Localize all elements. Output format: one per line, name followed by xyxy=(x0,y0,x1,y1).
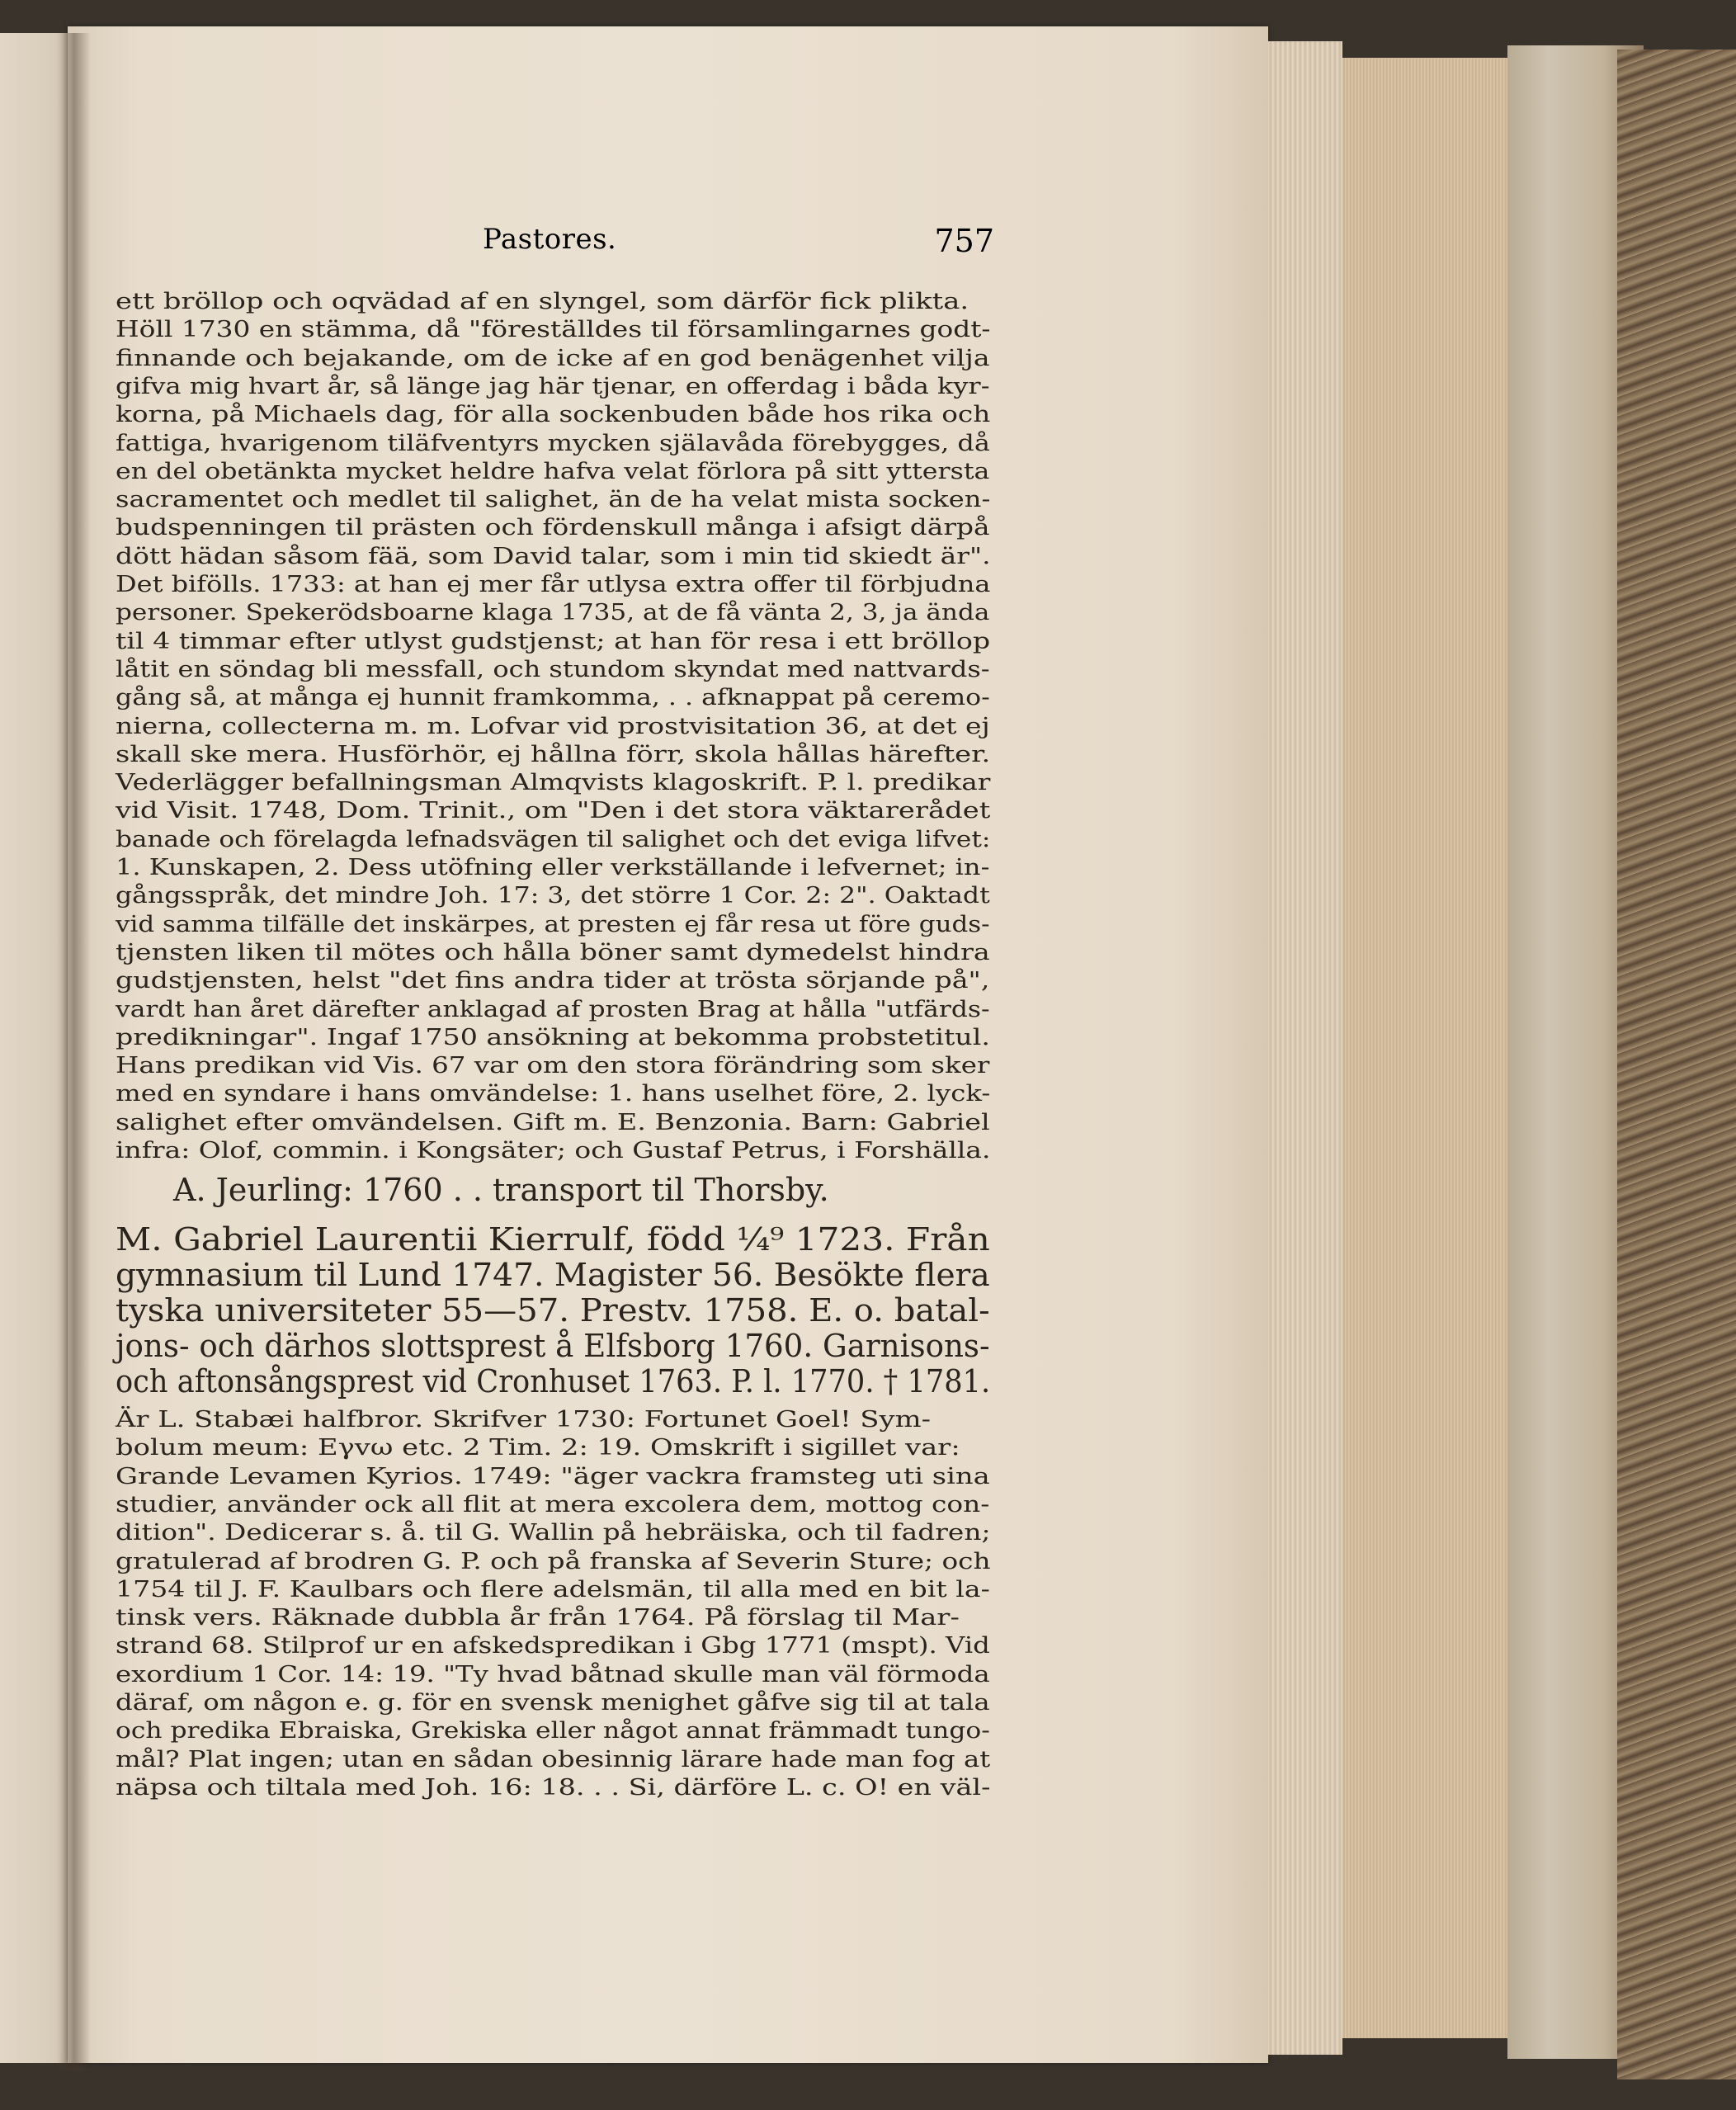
text-line: 1754 til J. F. Kaulbars och flere adelsmän, til alla med en bit la- xyxy=(116,1576,990,1603)
text-line: banade och förelagda lefnadsvägen til salighet och det eviga lifvet: xyxy=(116,826,991,852)
text-line: 1. Kunskapen, 2. Dess utöfning eller verkställande i lefvernet; in- xyxy=(116,855,990,880)
text-line: studier, använder ock all flit at mera excolera dem, mottog con- xyxy=(116,1491,990,1518)
running-head: Pastores. xyxy=(483,223,617,256)
text-line: ett bröllop och oqvädad af en slyngel, som därför fick plikta. xyxy=(116,289,969,314)
text-line: tjensten liken til mötes och hålla böner samt dymedelst hindra xyxy=(116,939,990,965)
text-line: gratulerad af brodren G. P. och på franska af Severin Sture; och xyxy=(116,1548,991,1574)
page-header xyxy=(483,223,994,264)
text-line: fattiga, hvarigenom tiläfventyrs mycken själavåda förebygges, då xyxy=(116,430,990,456)
text-line: däraf, om någon e. g. för en svensk menighet gåfve sig til at tala xyxy=(116,1690,990,1716)
page-number: 757 xyxy=(934,223,994,259)
text-line: och predika Ebraiska, Grekiska eller något annat främmadt tungo- xyxy=(116,1718,990,1744)
text-line: exordium 1 Cor. 14: 19. "Ty hvad båtnad skulle man väl förmoda xyxy=(116,1661,990,1688)
text-line: en del obetänkta mycket heldre hafva velat förlora på sitt yttersta xyxy=(116,458,990,484)
text-line: budspenningen til prästen och fördenskull många i afsigt därpå xyxy=(116,515,990,541)
text-line: tinsk vers. Räknade dubbla år från 1764. På förslag til Mar- xyxy=(116,1605,960,1631)
text-line: Höll 1730 en stämma, då "föreställdes til församlingarnes godt- xyxy=(116,317,991,343)
book-gutter xyxy=(58,33,91,2071)
text-line: Vederlägger befallningsman Almqvists klagoskrift. P. l. predikar xyxy=(116,770,991,796)
text-line: gifva mig hvart år, så länge jag här tjenar, en offerdag i båda kyr- xyxy=(116,373,990,399)
text-line: finnande och bejakande, om de icke af en god benägenhet vilja xyxy=(116,345,990,371)
text-line: sacramentet och medlet til salighet, än de ha velat mista socken- xyxy=(116,487,991,513)
text-line: näpsa och tiltala med Joh. 16: 18. . . Si, därföre L. c. O! en väl- xyxy=(116,1774,991,1801)
text-line: och aftonsångsprest vid Cronhuset 1763. P. l. 1770. † 1781. xyxy=(116,1363,991,1400)
text-line: dött hädan såsom fää, som David talar, som i min tid skiedt är". xyxy=(116,543,991,569)
text-line: vardt han året därefter anklagad af prosten Brag at hålla "utfärds- xyxy=(116,996,990,1022)
text-line: tyska universiteter 55—57. Prestv. 1758. E. o. batal- xyxy=(116,1292,990,1329)
text-line: gång så, at många ej hunnit framkomma, . . afknappat på ceremo- xyxy=(116,685,990,711)
text-block-edge xyxy=(1342,58,1507,2038)
text-line: korna, på Michaels dag, för alla sockenbuden både hos rika och xyxy=(116,402,991,428)
text-line: gymnasium til Lund 1747. Magister 56. Besökte flera xyxy=(116,1257,990,1293)
text-line: personer. Spekerödsboarne klaga 1735, at de få vänta 2, 3, ja ända xyxy=(116,600,990,626)
text-line: Det bifölls. 1733: at han ej mer får utlysa extra offer til förbjudna xyxy=(116,572,991,597)
text-line: skall ske mera. Husförhör, ej hållna förr, skola hållas härefter. xyxy=(116,741,991,767)
text-line: gudstjensten, helst "det fins andra tider at trösta sörjande på", xyxy=(116,968,990,994)
text-line: salighet efter omvändelsen. Gift m. E. Benzonia. Barn: Gabriel xyxy=(116,1109,990,1135)
text-line: dition". Dedicerar s. å. til G. Wallin på hebräiska, och til fadren; xyxy=(116,1520,991,1546)
text-line: nierna, collecterna m. m. Lofvar vid prostvisitation 36, at det ej xyxy=(116,713,990,739)
entry-heading: A. Jeurling: 1760 . . transport til Thorsby. xyxy=(173,1172,829,1208)
text-line: gångsspråk, det mindre Joh. 17: 3, det större 1 Cor. 2: 2". Oaktadt xyxy=(116,883,990,909)
text-line: vid Visit. 1748, Dom. Trinit., om "Den i det stora väktarerådet xyxy=(116,798,991,824)
text-line: til 4 timmar efter utlyst gudstjenst; at han för resa i ett bröllop xyxy=(116,628,991,654)
text-line: Hans predikan vid Vis. 67 var om den stora förändring som sker xyxy=(116,1053,990,1079)
text-line: mål? Plat ingen; utan en sådan obesinnig lärare hade man fog at xyxy=(116,1746,991,1772)
text-line: vid samma tilfälle det inskärpes, at presten ej får resa ut före guds- xyxy=(116,911,990,937)
text-line: låtit en söndag bli messfall, och stundom skyndat med nattvards- xyxy=(116,656,990,682)
marbled-cover xyxy=(1617,50,1736,2079)
text-line: predikningar". Ingaf 1750 ansökning at bekomma probstetitul. xyxy=(116,1024,990,1050)
text-line: med en syndare i hans omvändelse: 1. hans uselhet före, 2. lyck- xyxy=(116,1081,991,1107)
page-stack-edge xyxy=(1268,41,1342,2055)
text-line: infra: Olof, commin. i Kongsäter; och Gustaf Petrus, i Forshälla. xyxy=(116,1138,991,1164)
text-line: M. Gabriel Laurentii Kierrulf, född ¼⁹ 1723. Från xyxy=(116,1221,990,1258)
text-line: bolum meum: Eγvω etc. 2 Tim. 2: 19. Omskrift i sigillet var: xyxy=(116,1435,960,1461)
text-line: Grande Levamen Kyrios. 1749: "äger vackra framsteg uti sina xyxy=(116,1463,990,1489)
text-line: Är L. Stabæi halfbror. Skrifver 1730: Fortunet Goel! Sym- xyxy=(116,1407,931,1433)
text-line: jons- och därhos slottsprest å Elfsborg 1760. Garnisons- xyxy=(116,1328,990,1364)
text-line: strand 68. Stilprof ur en afskedspredikan i Gbg 1771 (mspt). Vid xyxy=(116,1633,990,1659)
